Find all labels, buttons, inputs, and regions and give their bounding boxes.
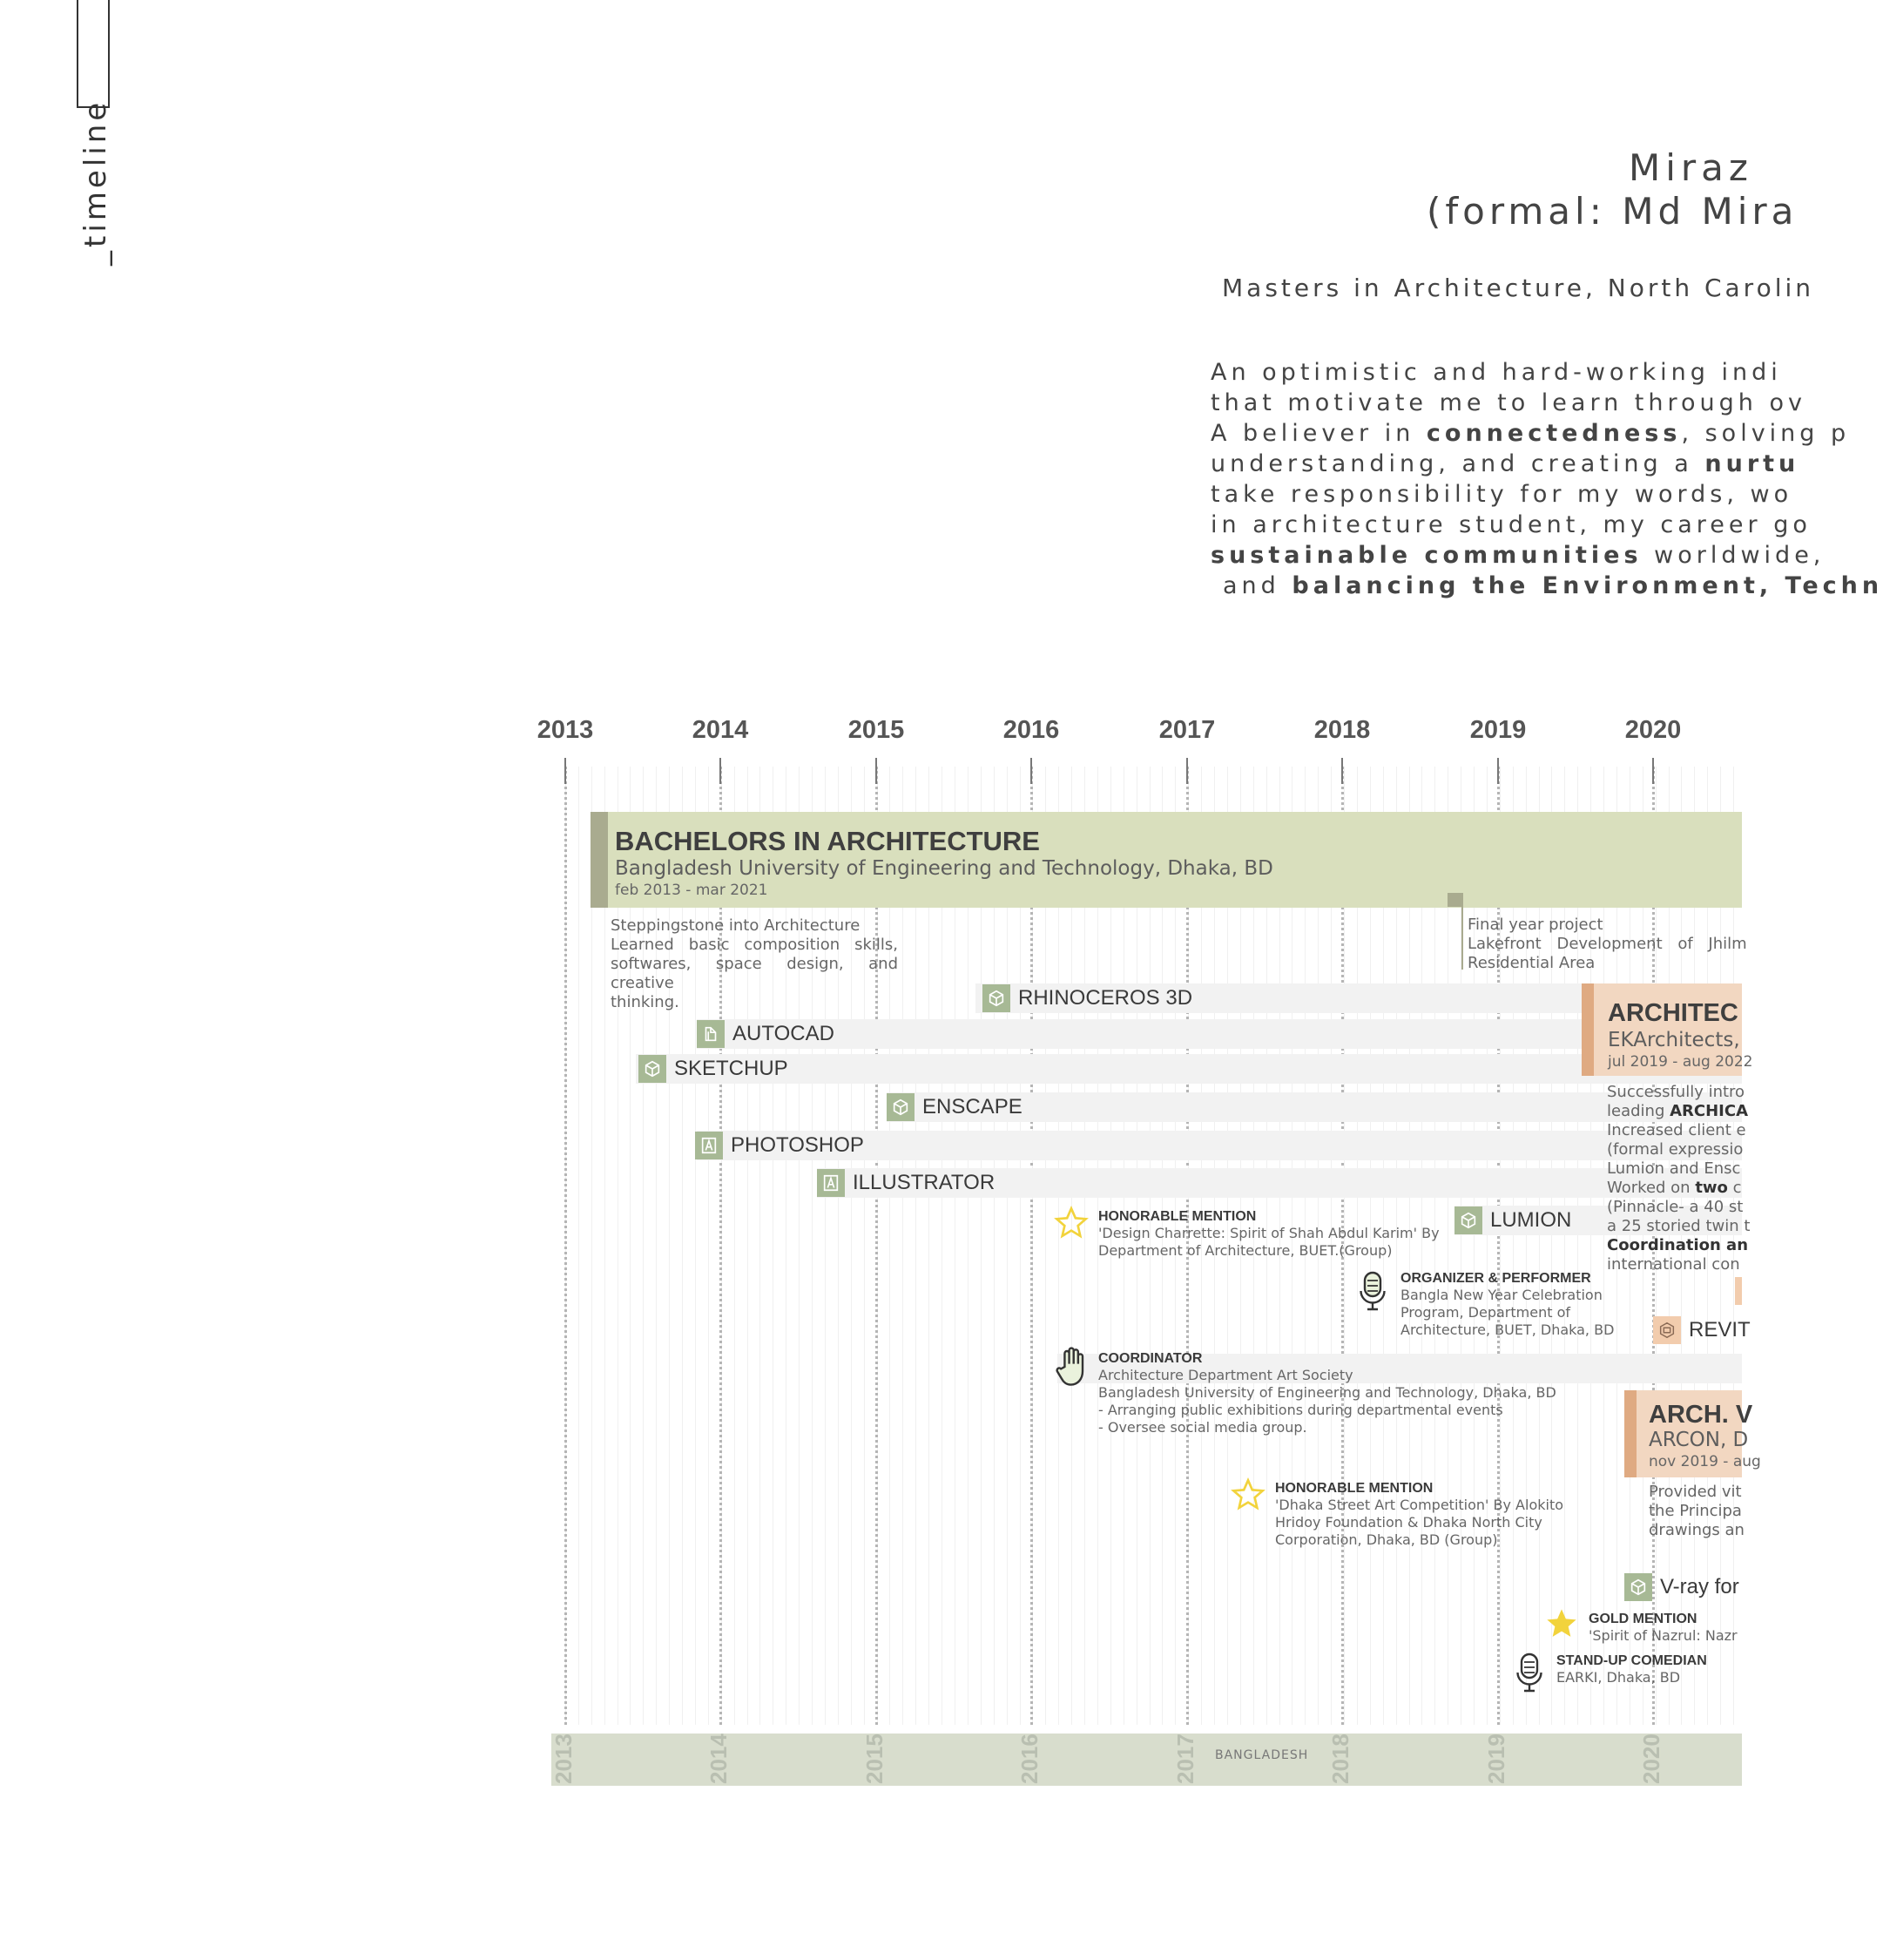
month-gridline	[669, 767, 670, 1725]
month-gridline	[981, 767, 982, 1725]
skill-illustrator	[817, 1168, 995, 1198]
revit-partial-marker	[1735, 1277, 1742, 1305]
year-gridline	[875, 767, 878, 1725]
achievement-desc: Architecture, BUET, Dhaka, BD	[1400, 1321, 1615, 1338]
footer-year-label: 2020	[1638, 1734, 1664, 1784]
note-line: Residential Area	[1468, 954, 1596, 972]
month-gridline	[1513, 767, 1514, 1725]
month-gridline	[759, 767, 760, 1725]
bio-line	[1211, 357, 1820, 388]
month-gridline	[1603, 767, 1604, 1725]
achievement-desc: Hridoy Foundation & Dhaka North City	[1275, 1514, 1542, 1531]
month-gridline	[708, 767, 709, 1725]
year-tick	[719, 758, 721, 784]
skill-vray	[1624, 1572, 1739, 1602]
education-marker	[591, 812, 608, 908]
skill-label: V-ray for	[1660, 1575, 1739, 1598]
footer-year-label: 2013	[550, 1734, 577, 1784]
year-label: 2015	[847, 716, 905, 744]
month-gridline	[915, 767, 916, 1725]
month-gridline	[1007, 767, 1008, 1725]
skill-lumion	[1454, 1206, 1571, 1235]
note-line	[1607, 1121, 1746, 1140]
month-gridline	[851, 767, 852, 1725]
year-label: 2018	[1313, 716, 1371, 744]
achievement-desc: Corporation, Dhaka, BD (Group)	[1275, 1531, 1498, 1548]
skill-revit	[1653, 1315, 1751, 1345]
achievement-hm2	[1275, 1481, 1563, 1549]
year-gridline	[719, 767, 722, 1725]
month-gridline	[889, 767, 890, 1725]
achievement-hm1	[1098, 1209, 1440, 1260]
month-gridline	[838, 767, 839, 1725]
achievement-desc: - Oversee social media group.	[1098, 1419, 1307, 1436]
year-tick	[1341, 758, 1343, 784]
month-gridline	[864, 767, 865, 1725]
bio-line	[1211, 510, 1820, 540]
footer-year-label: 2019	[1483, 1734, 1509, 1784]
month-gridline	[1551, 767, 1552, 1725]
month-gridline	[747, 767, 748, 1725]
note-line: drawings an	[1649, 1521, 1745, 1539]
final-project-note	[1468, 916, 1747, 973]
desc-text: c	[1727, 1179, 1742, 1197]
note-line	[1607, 1083, 1745, 1102]
job-title: ARCHITEC	[1608, 999, 1738, 1027]
desc-text: leading	[1607, 1102, 1670, 1120]
year-gridline	[564, 767, 567, 1725]
year-tick	[1652, 758, 1654, 784]
bio-text: in architecture student, my career go	[1211, 511, 1812, 538]
bio-text: A believer in	[1211, 420, 1427, 447]
note-line: thinking.	[611, 993, 679, 1011]
adobe-icon	[817, 1169, 845, 1197]
bio-text: An optimistic and hard-working indi	[1211, 359, 1782, 386]
skill-band-sketchup	[636, 1054, 1742, 1084]
achievement-desc: 'Spirit of Nazrul: Nazr	[1589, 1627, 1738, 1644]
skill-autocad	[697, 1019, 834, 1049]
month-gridline	[604, 767, 605, 1725]
job-dates: jul 2019 - aug 2022	[1608, 1053, 1753, 1071]
bio-emphasis: nurtu	[1704, 450, 1800, 477]
desc-text: (Pinnacle- a 40 st	[1607, 1198, 1744, 1216]
skill-label: REVIT	[1689, 1318, 1751, 1342]
desc-text: (formal expressio	[1607, 1140, 1744, 1159]
year-tick	[1030, 758, 1032, 784]
side-decor-lines	[77, 0, 111, 108]
achievement-title: HONORABLE MENTION	[1275, 1481, 1434, 1496]
bio-line	[1211, 479, 1820, 510]
job2-dates: nov 2019 - aug	[1649, 1453, 1761, 1470]
star-outline-icon	[1054, 1206, 1089, 1244]
month-gridline	[734, 767, 735, 1725]
achievement-title: ORGANIZER & PERFORMER	[1400, 1271, 1591, 1286]
achievement-desc: Department of Architecture, BUET.(Group)	[1098, 1242, 1393, 1259]
skill-label: SKETCHUP	[674, 1057, 788, 1080]
achievement-desc: Architecture Department Art Society	[1098, 1367, 1353, 1383]
desc-text: Increased client e	[1607, 1121, 1746, 1139]
desc-text: a 25 storied twin t	[1607, 1217, 1751, 1235]
microphone-icon	[1514, 1652, 1545, 1697]
achievement-desc: 'Dhaka Street Art Competition' By Alokito	[1275, 1497, 1564, 1513]
desc-text: Successfully intro	[1607, 1083, 1745, 1101]
note-line	[1607, 1140, 1742, 1159]
bio-text: and	[1223, 572, 1292, 599]
formal-name: (formal: Md Mira	[1427, 190, 1799, 233]
month-gridline	[812, 767, 813, 1725]
month-gridline	[1564, 767, 1565, 1725]
education-dates: feb 2013 - mar 2021	[615, 882, 768, 899]
month-gridline	[994, 767, 995, 1725]
month-gridline	[656, 767, 657, 1725]
achievement-title: COORDINATOR	[1098, 1351, 1203, 1366]
autocad-icon	[697, 1020, 725, 1048]
bio-text: that motivate me to learn through ov	[1211, 389, 1806, 416]
side-label: _timeline	[78, 98, 113, 266]
revit-icon	[1653, 1316, 1681, 1344]
star-filled-icon	[1544, 1606, 1579, 1645]
month-gridline	[825, 767, 826, 1725]
bio-emphasis: balancing the Environment, Techn	[1292, 572, 1883, 599]
skill-label: ILLUSTRATOR	[853, 1171, 995, 1194]
bio-text: take responsibility for my words, wo	[1211, 481, 1793, 508]
cube-icon	[1624, 1573, 1652, 1601]
note-line: Lakefront Development of Jhilm	[1468, 935, 1747, 953]
month-gridline	[695, 767, 696, 1725]
skill-photoshop	[695, 1131, 864, 1160]
job-marker	[1624, 1390, 1637, 1477]
month-gridline	[1058, 767, 1059, 1725]
footer-year-label: 2014	[705, 1734, 732, 1784]
star-outline-icon	[1231, 1477, 1265, 1516]
desc-text: international con	[1607, 1255, 1740, 1274]
month-gridline	[1474, 767, 1475, 1725]
person-name: Miraz	[1629, 146, 1753, 189]
year-tick	[875, 758, 877, 784]
note-line	[1607, 1217, 1751, 1236]
month-gridline	[1526, 767, 1527, 1725]
month-gridline	[1577, 767, 1578, 1725]
skill-label: LUMION	[1490, 1208, 1572, 1232]
month-gridline	[682, 767, 683, 1725]
footer-year-label: 2017	[1172, 1734, 1198, 1784]
achievement-title: GOLD MENTION	[1589, 1612, 1697, 1626]
month-gridline	[799, 767, 800, 1725]
month-gridline	[1045, 767, 1046, 1725]
desc-text: Lumion and Ensc	[1607, 1159, 1741, 1178]
note-line: Provided vit	[1649, 1483, 1742, 1501]
skill-label: AUTOCAD	[732, 1022, 834, 1045]
year-tick	[1186, 758, 1188, 784]
education-bar	[591, 812, 1742, 908]
note-line	[1607, 1179, 1742, 1198]
year-label: 2013	[537, 716, 594, 744]
final-project-marker	[1448, 893, 1463, 907]
cube-icon	[887, 1093, 915, 1121]
achievement-coordinator	[1098, 1351, 1556, 1436]
month-gridline	[1020, 767, 1021, 1725]
achievement-desc: Program, Department of	[1400, 1304, 1571, 1321]
month-gridline	[1071, 767, 1072, 1725]
skill-sketchup	[638, 1054, 788, 1084]
note-line: softwares, space design, and creative	[611, 955, 898, 992]
job2-description	[1649, 1483, 1745, 1540]
bio-line	[1211, 540, 1826, 571]
desc-emphasis: Coordination an	[1607, 1236, 1749, 1254]
job2-title: ARCH. V	[1649, 1401, 1753, 1429]
education-institution: Bangladesh University of Engineering and Technology, Dhaka, BD	[615, 857, 1273, 880]
skill-enscape	[887, 1092, 1022, 1122]
hand-icon	[1054, 1346, 1090, 1391]
note-line	[1607, 1102, 1748, 1121]
month-gridline	[578, 767, 579, 1725]
achievement-desc: Bangla New Year Celebration	[1400, 1287, 1603, 1303]
note-line	[1607, 1198, 1742, 1217]
bio-emphasis: connectedness	[1426, 420, 1682, 447]
month-gridline	[902, 767, 903, 1725]
education-title: BACHELORS IN ARCHITECTURE	[615, 826, 1040, 856]
year-gridline	[1497, 767, 1500, 1725]
footer-year-label: 2015	[861, 1734, 888, 1784]
footer-year-label: 2018	[1327, 1734, 1353, 1784]
bio-line	[1211, 571, 1883, 601]
bio-text: worldwide,	[1642, 542, 1826, 569]
year-gridline	[1030, 767, 1033, 1725]
bio-emphasis: sustainable communities	[1211, 542, 1643, 569]
note-line: the Principa	[1649, 1502, 1742, 1520]
job-description	[1607, 1083, 1751, 1274]
skill-label: RHINOCEROS 3D	[1018, 986, 1193, 1010]
achievement-gold	[1589, 1612, 1738, 1645]
achievement-desc: 'Design Charrette: Spirit of Shah Abdul Karim' By	[1098, 1225, 1440, 1241]
note-line	[1607, 1159, 1742, 1179]
month-gridline	[1487, 767, 1488, 1725]
skill-label: PHOTOSHOP	[731, 1133, 864, 1157]
month-gridline	[928, 767, 929, 1725]
year-label: 2016	[1002, 716, 1060, 744]
note-line: Steppingstone into Architecture	[611, 916, 861, 935]
month-gridline	[630, 767, 631, 1725]
adobe-icon	[695, 1132, 723, 1159]
microphone-icon	[1357, 1270, 1388, 1315]
bio-paragraph	[1211, 357, 1883, 601]
achievement-desc: - Arranging public exhibitions during departmental events	[1098, 1402, 1503, 1418]
education-note	[611, 916, 898, 1012]
job-bar-arcon	[1624, 1390, 1761, 1477]
bio-line	[1211, 449, 1820, 479]
year-label: 2014	[692, 716, 749, 744]
desc-emphasis: ARCHICA	[1670, 1102, 1748, 1120]
note-line	[1607, 1236, 1749, 1255]
month-gridline	[1590, 767, 1591, 1725]
month-gridline	[1539, 767, 1540, 1725]
skill-label: ENSCAPE	[922, 1095, 1022, 1119]
job-marker	[1582, 983, 1594, 1076]
achievement-organizer	[1400, 1271, 1614, 1339]
month-gridline	[591, 767, 592, 1725]
year-label: 2017	[1158, 716, 1216, 744]
bio-line	[1211, 388, 1820, 418]
cube-icon	[982, 984, 1010, 1012]
bio-line	[1211, 418, 1851, 449]
year-tick	[564, 758, 566, 784]
job2-company: ARCON, D	[1649, 1429, 1749, 1451]
achievement-desc: Bangladesh University of Engineering and Technology, Dhaka, BD	[1098, 1384, 1556, 1401]
country-label: BANGLADESH	[1215, 1748, 1309, 1762]
achievement-desc: EARKI, Dhaka, BD	[1556, 1669, 1681, 1686]
year-tick	[1497, 758, 1499, 784]
bio-text: , solving p	[1681, 420, 1851, 447]
month-gridline	[643, 767, 644, 1725]
note-line: Learned basic composition skills,	[611, 936, 898, 954]
note-line: Final year project	[1468, 916, 1603, 934]
achievement-title: STAND-UP COMEDIAN	[1556, 1653, 1707, 1668]
year-axis	[0, 716, 1742, 751]
cube-icon	[638, 1055, 666, 1083]
job-company: EKArchitects,	[1608, 1029, 1740, 1051]
cube-icon	[1454, 1206, 1482, 1234]
month-gridline	[1084, 767, 1085, 1725]
year-label: 2019	[1469, 716, 1527, 744]
final-project-connector	[1461, 907, 1463, 970]
desc-text: Worked on	[1607, 1179, 1696, 1197]
bio-text: understanding, and creating a	[1211, 450, 1705, 477]
year-label: 2020	[1624, 716, 1682, 744]
month-gridline	[1500, 767, 1501, 1725]
desc-emphasis: two	[1695, 1179, 1728, 1197]
skill-rhino	[982, 983, 1192, 1013]
achievement-standup	[1556, 1653, 1707, 1686]
achievement-title: HONORABLE MENTION	[1098, 1209, 1257, 1224]
degree-line: Masters in Architecture, North Carolin	[1222, 274, 1815, 302]
footer-year-label: 2016	[1016, 1734, 1043, 1784]
note-line	[1607, 1255, 1742, 1274]
job-bar-ekarchitects	[1582, 983, 1753, 1076]
